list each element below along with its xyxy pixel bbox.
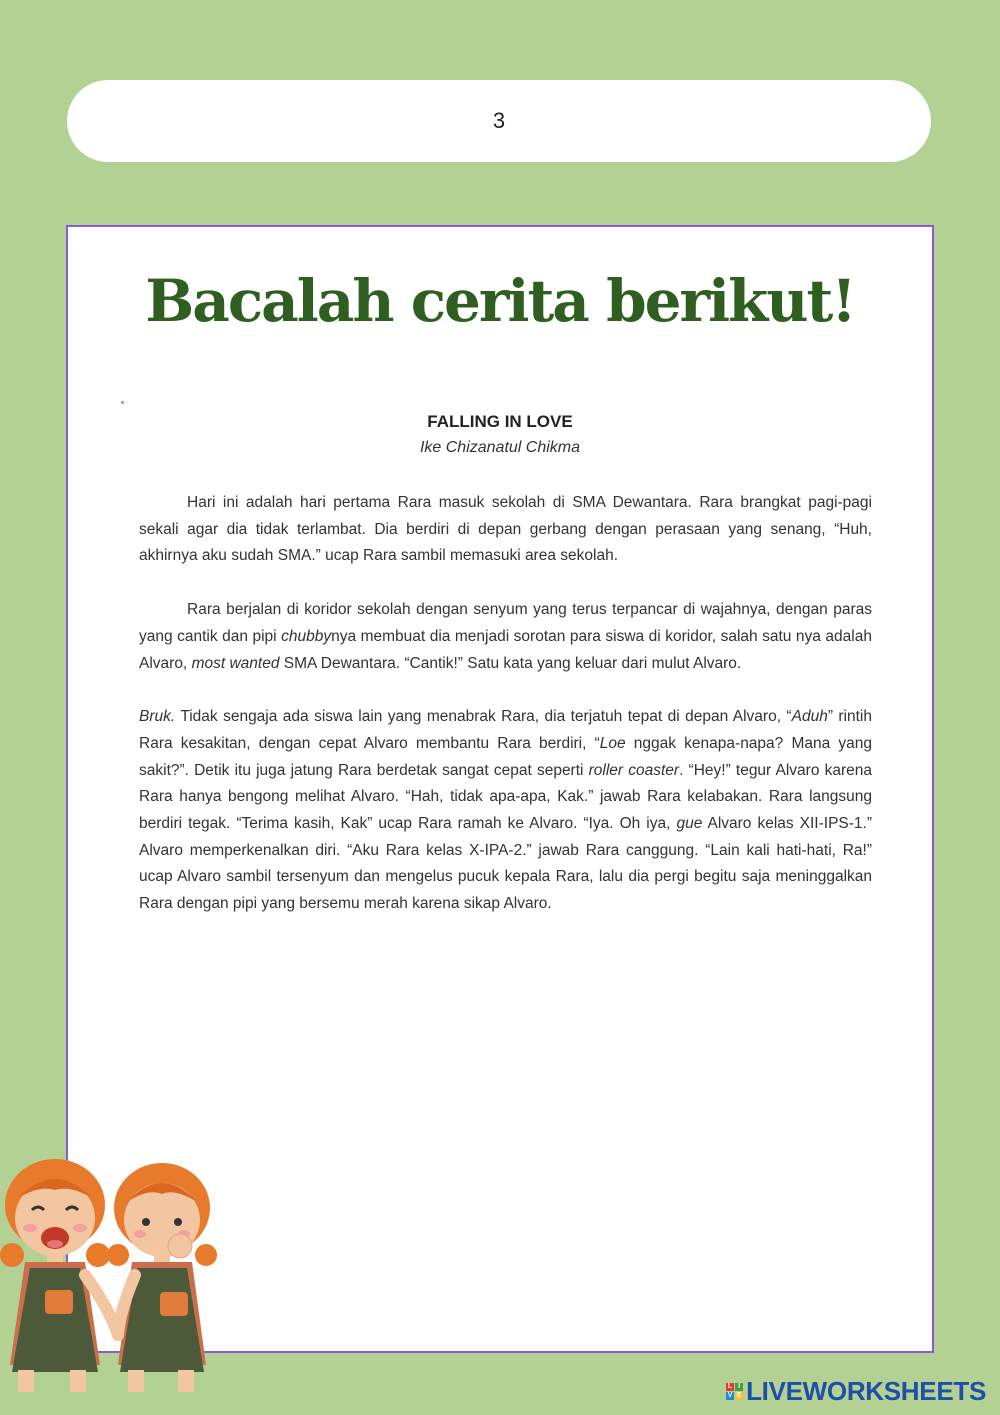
italic-text: most wanted [191, 654, 280, 672]
story-title: FALLING IN LOVE [427, 412, 573, 431]
liveworksheets-logo [726, 1376, 986, 1406]
paragraph-text: SMA Dewantara. “Cantik!” Satu kata yang keluar dari mulut Alvaro. [279, 654, 742, 672]
story-paragraph [139, 597, 872, 677]
laughing-girl-figure [0, 1159, 118, 1392]
badge-letter: E [736, 1392, 742, 1399]
shy-girl-figure [107, 1163, 217, 1392]
page-number-bar [67, 80, 931, 162]
italic-text: Bruk. [139, 708, 176, 726]
logo-text: LIVEWORKSHEETS [746, 1375, 986, 1406]
paragraph-text: Tidak sengaja ada siswa lain yang menabrak Rara, dia terjatuh tepat di depan Alvaro, “ [175, 708, 792, 726]
italic-text: gue [676, 815, 703, 833]
paragraph-text: ” rintih Rara kesakitan, dengan cepat Alvaro membantu Rara berdiri, “ [139, 708, 872, 752]
live-badge-icon [726, 1383, 743, 1400]
paragraph-text: nya membuat dia menjadi sorotan para siswa di koridor, salah satu nya adalah Alvaro, [139, 627, 872, 672]
story-paragraph [139, 490, 872, 570]
italic-text: roller coaster [588, 761, 680, 779]
paragraph-text: . “Hey!” tegur Alvaro karena Rara hanya bengong melihat Alvaro. “Hah, tidak apa-apa, Kak.” jawab Rara kelabakan. Rara langsung berdiri tegak. “Terima kasih, Kak” ucap Rara ramah ke Alvaro. “Iya. Oh iya, [139, 761, 873, 833]
page-number: 3 [492, 108, 506, 133]
story-body [139, 490, 872, 945]
decorative-dot [121, 401, 124, 404]
paragraph-text: Rara berjalan di koridor sekolah dengan senyum yang terus terpancar di wajahnya, dengan paras yang cantik dan pipi [139, 601, 872, 645]
italic-text: chubby [281, 627, 332, 645]
badge-letter: V [727, 1392, 733, 1399]
badge-letter: L [727, 1383, 733, 1390]
story-author: Ike Chizanatul Chikma [419, 439, 581, 456]
paragraph-text: nggak kenapa-napa? Mana yang sakit?”. Detik itu juga jatung Rara berdetak sangat cepat seperti [139, 734, 872, 779]
italic-text: Loe [599, 734, 626, 752]
two-girls-illustration [0, 1150, 240, 1400]
badge-letter: I [735, 1383, 743, 1391]
paragraph-text: Alvaro kelas XII-IPS-1.” Alvaro memperkenalkan diri. “Aku Rara kelas X-IPA-2.” jawab Rara canggung. “Lain kali hati-hati, Ra!” ucap Alvaro sambil tersenyum dan mengelus pucuk kepala Rara, lalu dia pergi begitu saja meninggalkan Rara dengan pipi yang bersemu merah karena sikap Alvaro. [139, 815, 873, 913]
italic-text: Aduh [791, 708, 828, 726]
story-paragraph [139, 704, 872, 918]
paragraph-text: Hari ini adalah hari pertama Rara masuk sekolah di SMA Dewantara. Rara brangkat pagi-pagi sekali agar dia tidak terlambat. Dia berdiri di depan gerbang dengan perasaan yang senang, “Huh, akhirnya aku sudah SMA.” ucap Rara sambil memasuki area sekolah. [139, 494, 872, 565]
page-heading: Bacalah cerita berikut! [145, 267, 855, 335]
